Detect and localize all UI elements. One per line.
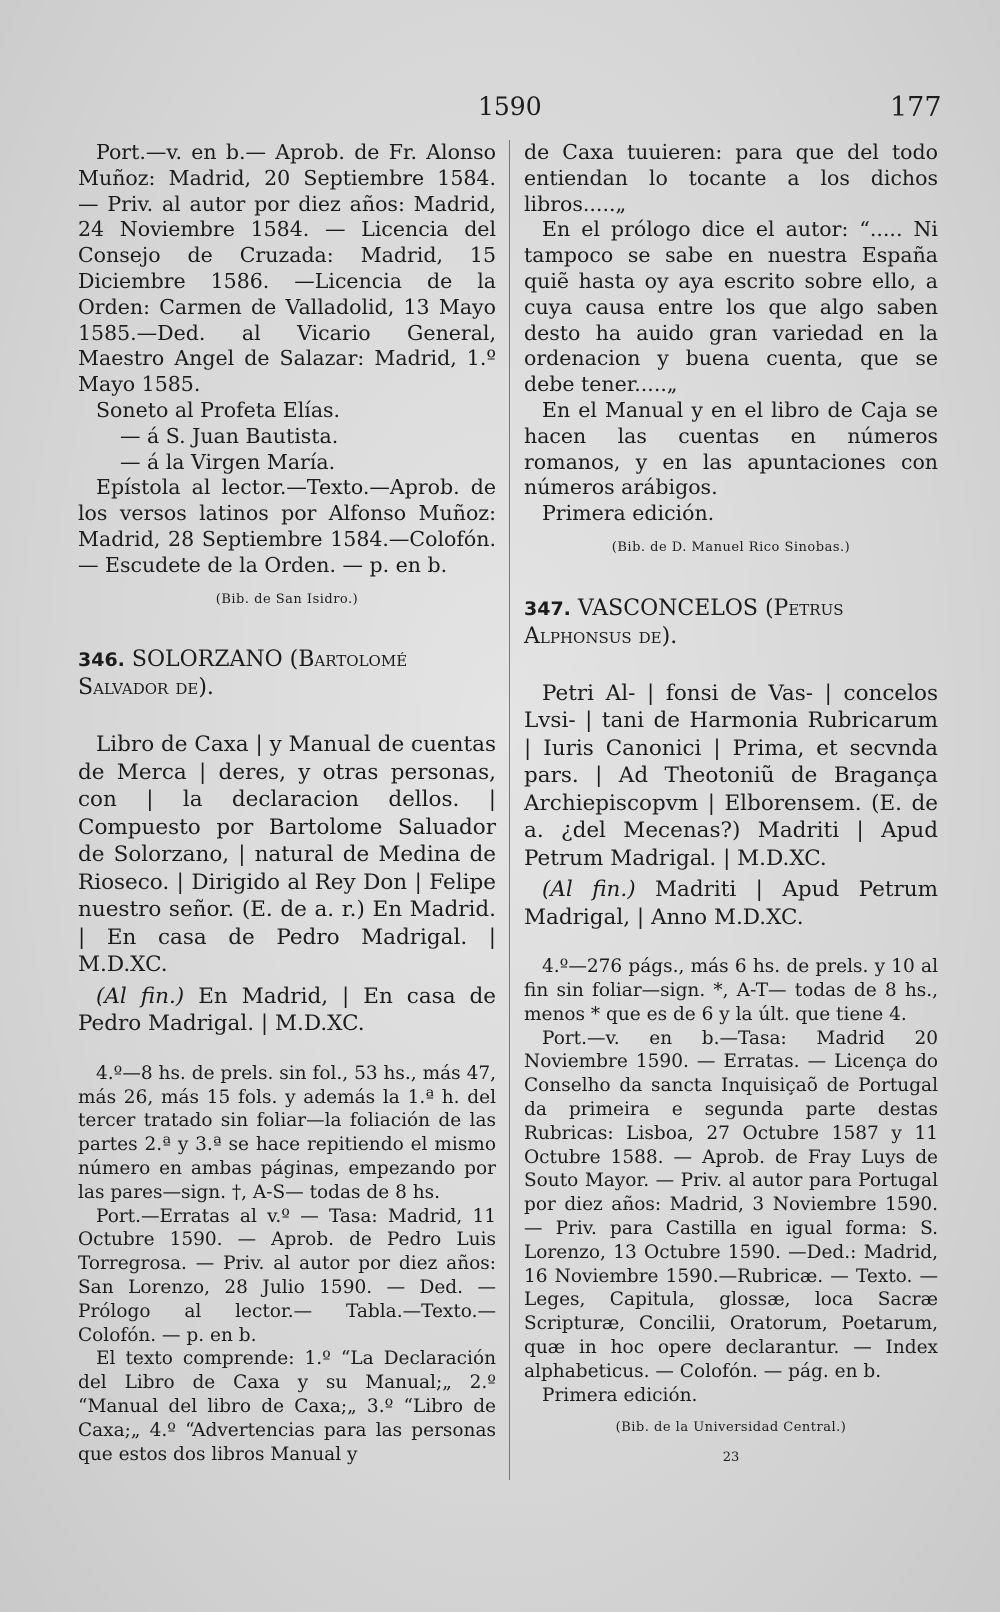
- sonnet-line: — á la Virgen María.: [120, 449, 336, 474]
- library-source: (Bib. de la Universidad Central.): [615, 1420, 847, 1436]
- sonnet-line: Soneto al Profeta Elías.: [96, 397, 341, 422]
- contents-list: Port.—Erratas al v.º — Tasa: Madrid, 11 Octubre 1590. — Aprob. de Pedro Luis Torregrosa. — Priv. al autor por diez años: San Lorenzo, 28 Julio 1590. — Ded. — Prólogo al lector.— Tabla.—Texto.— Colofón. — p. en b.: [78, 1205, 496, 1346]
- colophon-text: Madriti | Apud Petrum Madrigal, | Anno M.D.XC.: [524, 877, 938, 930]
- title-description: Petri Al- | fonsi de Vas- | concelos Lvsi- | tani de Harmonia Rubricarum | Iuris Canonici | Prima, et secvnda pars. | Ad Theotoniũ de Bragança Archiepiscopvm | Elborensem. (E. de a. ¿del Mecenas?) Madriti | Apud Petrum Madrigal. | M.D.XC.: [524, 680, 938, 871]
- contents-list: Port.—v. en b.—Tasa: Madrid 20 Noviembre 1590. — Erratas. — Licença do Conselho da sancta Inquisiçaõ de Portugal da primeira e segunda parte destas Rubricas: Lisboa, 27 Octubre 1587 y 11 Octubre 1588. — Aprob. de Fray Luys de Souto Mayor. — Priv. al autor para Portugal por diez años: Madrid, 3 Noviembre 1590. — Priv. para Castilla en igual forma: S. Lorenzo, 13 Octubre 1590. —Ded.: Madrid, 16 Noviembre 1590.—Rubricæ. — Texto. — Leges, Capitula, glossæ, loca Sacræ Scripturæ, Concilii, Oratorum, Poetarum, quæ in hoc opere declarantur. — Index alphabeticus. — Colofón. — pág. en b.: [524, 1027, 938, 1382]
- page-header: [0, 92, 1000, 132]
- entry-title: SOLORZANO (Bartolomé Salvador de).: [78, 647, 408, 701]
- preliminaries-text: Port.—v. en b.— Aprob. de Fr. Alonso Muñoz: Madrid, 20 Septiembre 1584. — Priv. al autor por diez años: Madrid, 24 Noviembre 1584. — Licencia del Consejo de Cruzada: Madrid, 15 Diciembre 1586. —Licencia de la Orden: Carmen de Valladolid, 13 Mayo 1585.—Ded. al Vicario General, Maestro Angel de Salazar: Madrid, 1.º Mayo 1585.: [78, 140, 496, 397]
- column-divider: [509, 140, 510, 1480]
- entry-title: VASCONCELOS (Petrus Alphonsus de).: [524, 595, 844, 649]
- colophon-label: (Al fin.): [96, 983, 185, 1009]
- library-source: (Bib. de San Isidro.): [215, 591, 359, 607]
- colophon-text: En Madrid, | En casa de Pedro Madrigal. | M.D.XC.: [78, 983, 496, 1037]
- physical-description: 4.º—8 hs. de prels. sin fol., 53 hs., más 47, más 26, más 15 fols. y además la 1.ª h. del tercer tratado sin foliar—la foliación de las partes 2.ª y 3.ª se hace repitiendo el mismo número en ambas páginas, empezando por las pares—sign. †, A-S— todas de 8 hs.: [78, 1062, 496, 1203]
- entry-number: 347.: [524, 597, 571, 620]
- left-column: [78, 140, 496, 1466]
- entry-number: 346.: [78, 649, 125, 672]
- entry-heading-346: [78, 646, 496, 701]
- sonnet-line: — á S. Juan Bautista.: [120, 423, 339, 448]
- prologue-quote: En el prólogo dice el autor: “..... Ni tampoco se sabe en nuestra España quiẽ hasta oy aya escrito sobre ello, a cuya causa entre los que algo saben desto ha auido gran variedad en la ordenacion y buena cuenta, que se debe tener.....„: [524, 217, 938, 397]
- colophon: [524, 876, 938, 931]
- title-description: Libro de Caxa | y Manual de cuentas de Merca | deres, y otras personas, con | la declaracion dellos. | Compuesto por Bartolome Saluador de Solorzano, | natural de Medina de Rioseco. | Dirigido al Rey Don | Felipe nuestro señor. (E. de a. r.) En Madrid. | En casa de Pedro Madrigal. | M.D.XC.: [78, 732, 496, 978]
- epistle-text: Epístola al lector.—Texto.—Aprob. de los versos latinos por Alfonso Muñoz: Madrid, 28 Septiembre 1584.—Colofón.— Escudete de la Orden. — p. en b.: [78, 475, 496, 577]
- manual-note: En el Manual y en el libro de Caja se hacen las cuentas en números romanos, y en las apuntaciones con números arábigos.: [524, 397, 938, 500]
- edition-note: Primera edición.: [542, 501, 715, 526]
- signature-mark: 23: [722, 1450, 740, 1466]
- edition-note: Primera edición.: [542, 1384, 698, 1406]
- page-number: 177: [890, 92, 942, 123]
- colophon: [78, 983, 496, 1038]
- continued-text: de Caxa tuuieren: para que del todo entiendan lo tocante a los dichos libros.....„: [524, 140, 938, 216]
- right-column: [524, 140, 938, 1471]
- running-year: 1590: [478, 92, 542, 121]
- colophon-label: (Al fin.): [542, 877, 636, 903]
- text-comprises: El texto comprende: 1.º “La Declaración del Libro de Caxa y su Manual;„ 2.º “Manual del libro de Caxa;„ 3.º “Libro de Caxa;„ 4.º “Advertencias para las personas que estos dos libros Manual y: [78, 1348, 496, 1465]
- library-source: (Bib. de D. Manuel Rico Sinobas.): [611, 539, 851, 555]
- physical-description: 4.º—276 págs., más 6 hs. de prels. y 10 al fin sin foliar—sign. *, A-T— todas de 8 hs., menos * que es de 6 y la últ. que tiene 4.: [524, 956, 938, 1025]
- entry-heading-347: [524, 595, 938, 650]
